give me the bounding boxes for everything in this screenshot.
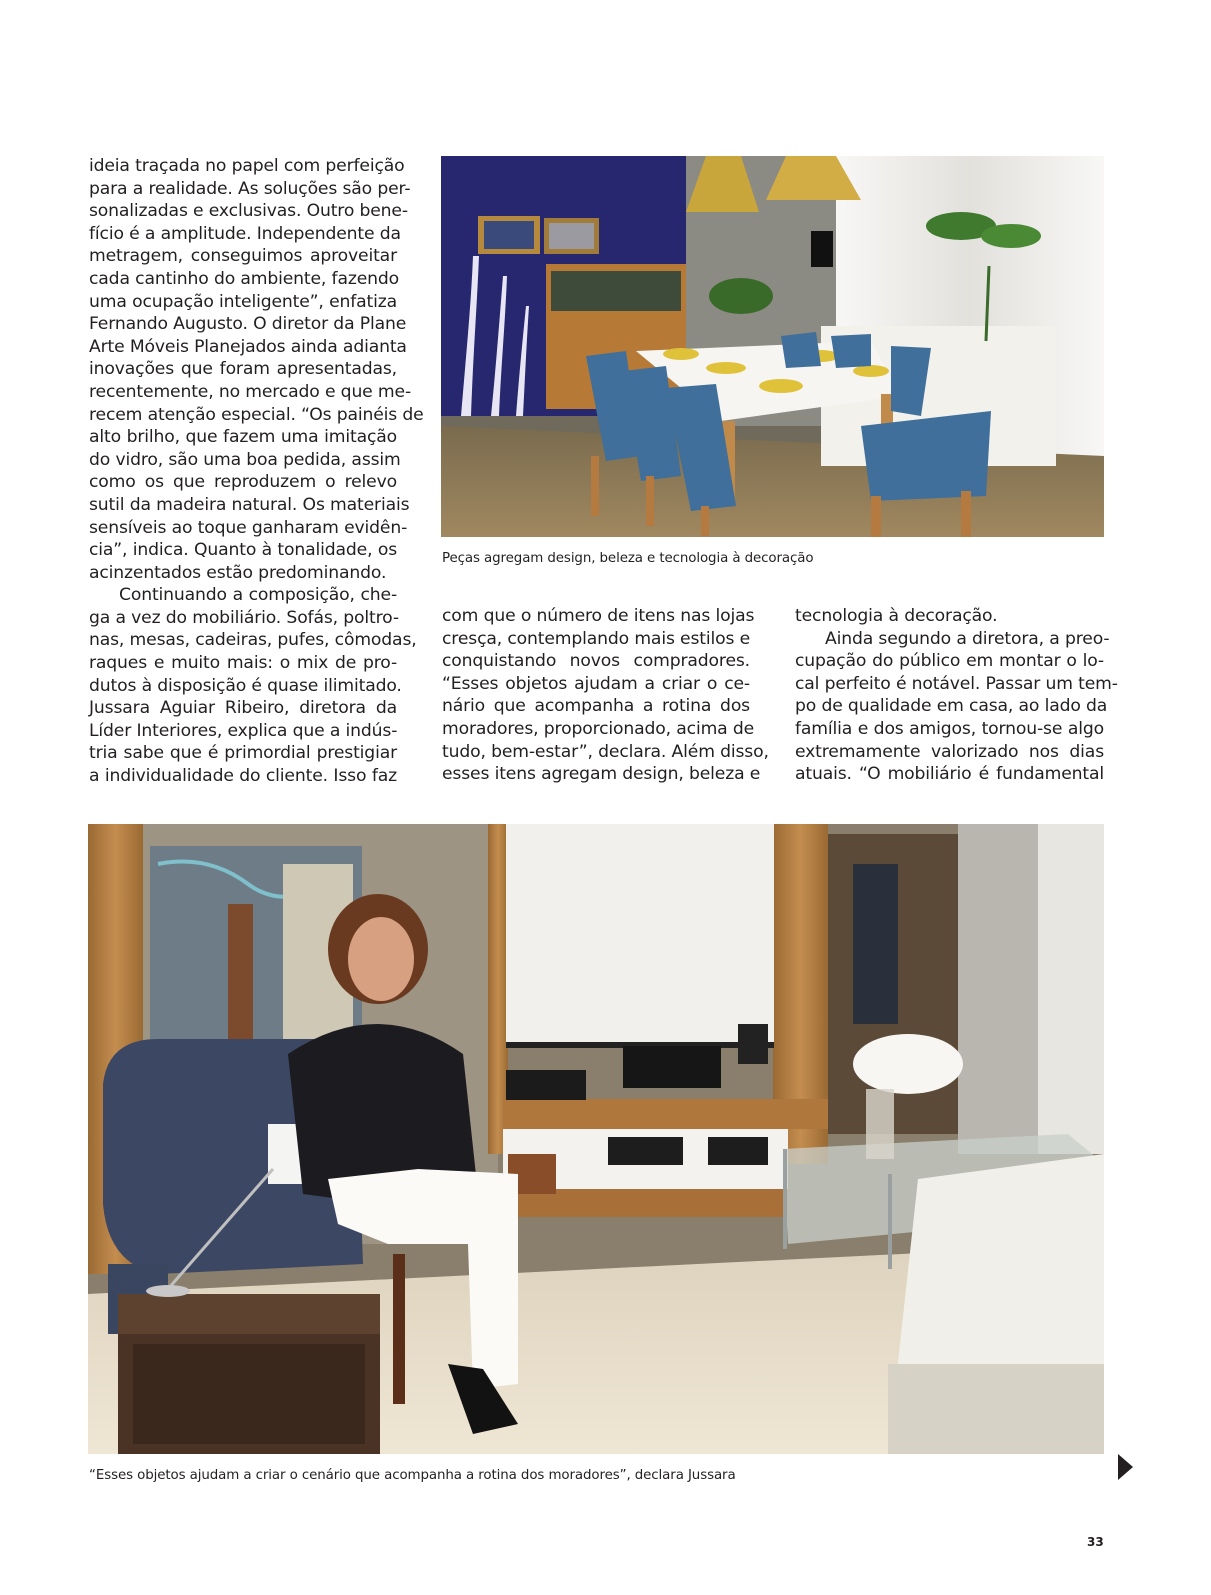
text-line: recentemente, no mercado e que me-: [89, 381, 411, 402]
text-line: Continuando a composição, che-: [119, 585, 397, 606]
text-line: nas, mesas, cadeiras, pufes, cômodas,: [89, 630, 417, 651]
text-line: extremamente valorizado nos dias: [795, 741, 1104, 762]
photo-caption: Peças agregam design, beleza e tecnologia à decoração: [442, 551, 814, 566]
text-line: com que o número de itens nas lojas: [442, 606, 755, 626]
text-line: alto brilho, que fazem uma imitação: [89, 427, 397, 448]
text-line: cada cantinho do ambiente, fazendo: [89, 268, 399, 289]
text-line: inovações que foram apresentadas,: [89, 359, 397, 380]
text-line: Jussara Aguiar Ribeiro, diretora da: [89, 698, 397, 719]
text-line: moradores, proporcionado, acima de: [442, 718, 755, 739]
text-line: para a realidade. As soluções são per-: [89, 178, 411, 199]
text-line: como os que reproduzem o relevo: [89, 472, 397, 493]
page-number: 33: [1087, 1535, 1104, 1549]
text-line: esses itens agregam design, beleza e: [442, 764, 761, 785]
text-line: raques e muito mais: o mix de pro-: [89, 653, 397, 674]
text-line: sutil da madeira natural. Os materiais: [89, 494, 410, 515]
text-line: cupação do público em montar o lo-: [795, 651, 1104, 672]
text-line: ideia traçada no papel com perfeição: [89, 156, 405, 176]
text-line: atuais. “O mobiliário é fundamental: [795, 764, 1104, 785]
photo-caption: “Esses objetos ajudam a criar o cenário que acompanha a rotina dos moradores”, declara Jussara: [89, 1468, 736, 1483]
text-line: sonalizadas e exclusivas. Outro bene-: [89, 201, 408, 222]
text-line: tudo, bem-estar”, declara. Além disso,: [442, 741, 769, 762]
text-line: metragem, conseguimos aproveitar: [89, 246, 397, 267]
text-line: Fernando Augusto. O diretor da Plane: [89, 314, 407, 335]
text-line: “Esses objetos ajudam a criar o ce-: [442, 673, 750, 694]
text-line: do vidro, são uma boa pedida, assim: [89, 449, 401, 470]
text-line: cia”, indica. Quanto à tonalidade, os: [89, 540, 397, 561]
text-line: po de qualidade em casa, ao lado da: [795, 696, 1108, 717]
text-line: conquistando novos compradores.: [442, 651, 750, 672]
text-line: dutos à disposição é quase ilimitado.: [89, 675, 402, 696]
text-line: nário que acompanha a rotina dos: [442, 696, 750, 717]
text-line: cal perfeito é notável. Passar um tem-: [795, 673, 1118, 694]
text-line: Ainda segundo a diretora, a preo-: [825, 628, 1110, 649]
article-column-1: [89, 155, 424, 788]
text-line: tecnologia à decoração.: [795, 606, 998, 626]
article-column-3: [795, 605, 1118, 786]
text-line: Líder Interiores, explica que a indús-: [89, 720, 398, 741]
text-line: tria sabe que é primordial prestigiar: [89, 743, 397, 764]
text-line: a individualidade do cliente. Isso faz: [89, 766, 397, 787]
living-room-photo: [88, 824, 1104, 1454]
text-line: acinzentados estão predominando.: [89, 562, 387, 583]
text-line: ga a vez do mobiliário. Sofás, poltro-: [89, 607, 399, 628]
dining-room-photo: [441, 156, 1104, 537]
article-column-2: [442, 605, 769, 786]
text-line: família e dos amigos, tornou-se algo: [795, 718, 1104, 739]
next-page-arrow-icon: [1118, 1454, 1133, 1480]
text-line: Arte Móveis Planejados ainda adianta: [89, 336, 407, 357]
text-line: cresça, contemplando mais estilos e: [442, 628, 751, 649]
text-line: uma ocupação inteligente”, enfatiza: [89, 291, 397, 312]
text-line: fício é a amplitude. Independente da: [89, 223, 401, 244]
text-line: sensíveis ao toque ganharam evidên-: [89, 517, 408, 538]
text-line: recem atenção especial. “Os painéis de: [89, 404, 424, 425]
